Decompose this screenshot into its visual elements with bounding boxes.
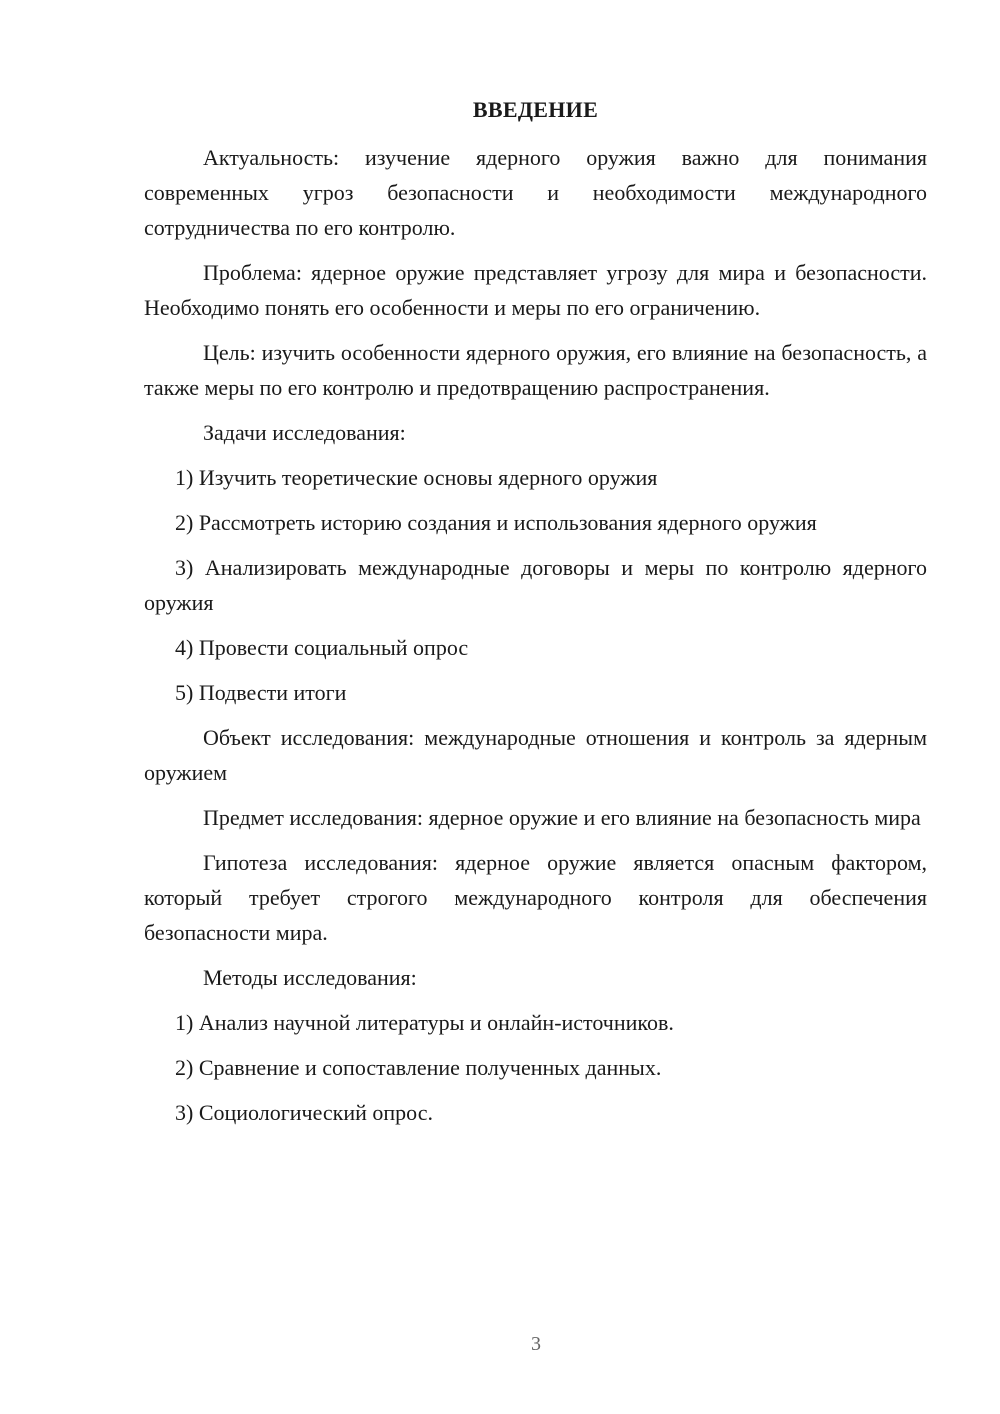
relevance-paragraph: Актуальность: изучение ядерного оружия важно для понимания современных угроз безопасности и необходимости международного сотрудничества по его контролю.: [144, 145, 927, 240]
method-item: 1) Анализ научной литературы и онлайн-источников.: [175, 1010, 674, 1035]
subject-paragraph: Предмет исследования: ядерное оружие и его влияние на безопасность мира: [203, 805, 921, 830]
task-item: 2) Рассмотреть историю создания и использования ядерного оружия: [175, 510, 817, 535]
task-item: 1) Изучить теоретические основы ядерного оружия: [175, 465, 658, 490]
section-heading: ВВЕДЕНИЕ: [472, 97, 599, 122]
task-item: 4) Провести социальный опрос: [175, 635, 469, 660]
methods-title: Методы исследования:: [203, 965, 417, 990]
method-item: 3) Социологический опрос.: [175, 1100, 433, 1125]
method-item: 2) Сравнение и сопоставление полученных данных.: [175, 1055, 662, 1080]
hypothesis-paragraph: Гипотеза исследования: ядерное оружие является опасным фактором, который требует строгого международного контроля для обеспечения безопасности мира.: [144, 850, 927, 945]
document-page: [144, 95, 927, 1140]
goal-paragraph: Цель: изучить особенности ядерного оружия, его влияние на безопасность, а также меры по его контролю и предотвращению распространения.: [144, 340, 927, 400]
object-paragraph: Объект исследования: международные отношения и контроль за ядерным оружием: [144, 725, 927, 785]
task-item: 3) Анализировать международные договоры и меры по контролю ядерного оружия: [144, 555, 927, 615]
tasks-title: Задачи исследования:: [203, 420, 406, 445]
task-item: 5) Подвести итоги: [175, 680, 347, 705]
problem-paragraph: Проблема: ядерное оружие представляет угрозу для мира и безопасности. Необходимо понять его особенности и меры по его ограничению.: [144, 260, 927, 320]
page-number: 3: [531, 1333, 541, 1355]
